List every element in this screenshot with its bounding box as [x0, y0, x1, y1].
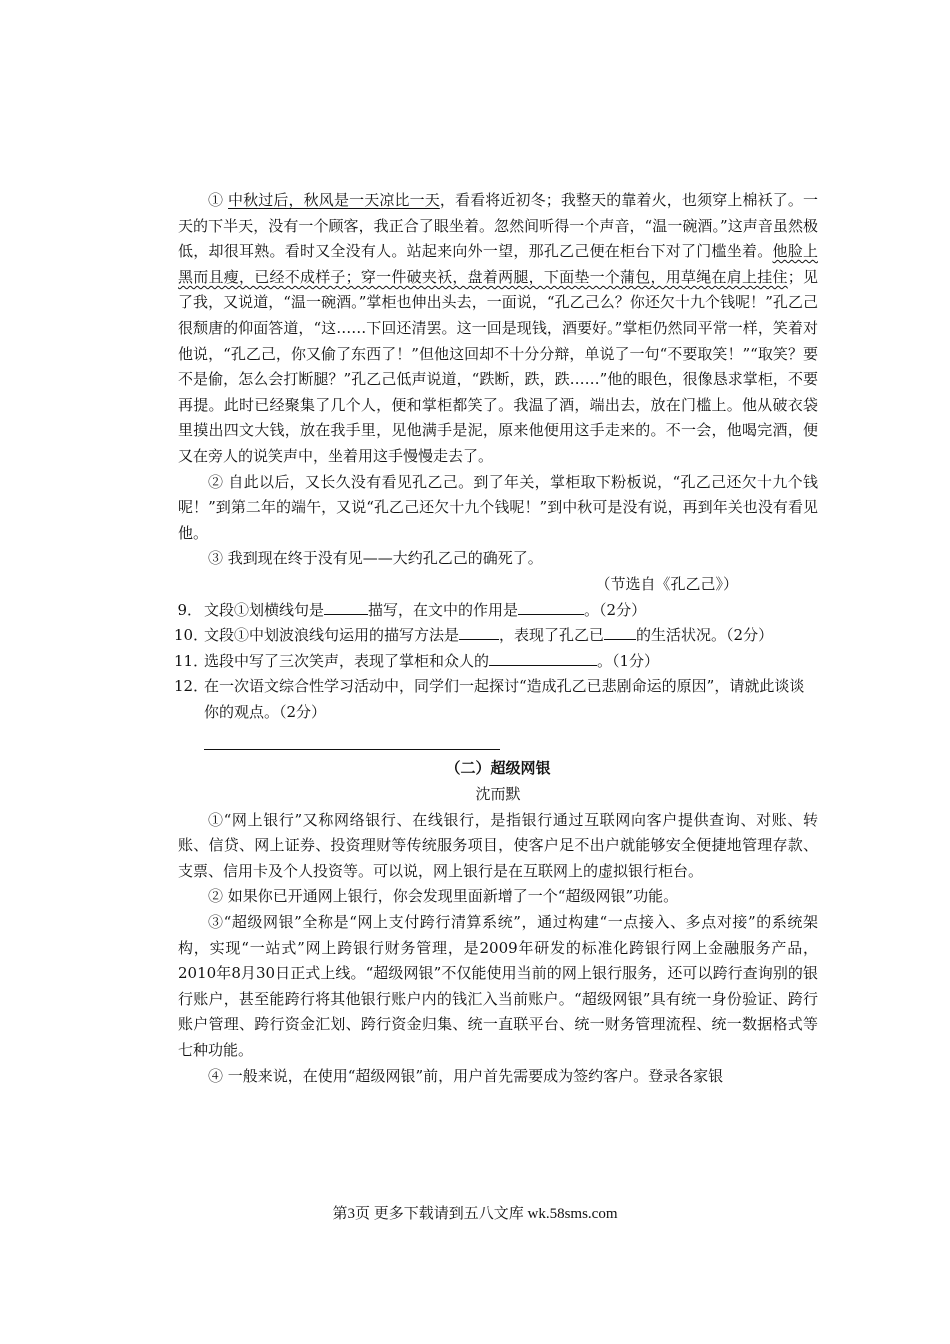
passage1-paragraph-2: ② 自此以后，又长久没有看见孔乙己。到了年关，掌柜取下粉板说，“孔乙己还欠十九个钱呢！”到第二年的端午，又说“孔乙己还欠十九个钱呢！”到中秋可是没有说，再到年关也没有看见他。 [178, 472, 818, 542]
question-10: 10． 文段①中划波浪线句运用的描写方法是 ，表现了孔乙已 的生活状况。（2分） [178, 623, 818, 649]
page-footer: 第3页 更多下载请到五八文库 wk.58sms.com [332, 1206, 618, 1222]
passage2-paragraph-3: ③“超级网银”全称是“网上支付跨行清算系统”，通过构建“一点接入、多点对接”的系统架构，实现“一站式”网上跨银行财务管理，是2009年研发的标准化跨银行网上金融服务产品，2010年8月30日正式上线。“超级网银”不仅能使用当前的网上银行服务，还可以跨行查询别的银行账户，甚至能跨行将其他银行账户内的钱汇入当前账户。“超级网银”具有统一身份验证、跨行账户管理、跨行资金汇划、跨行资金归集、统一直联平台、统一财务管理流程、统一数据格式等七种功能。 [178, 913, 818, 1059]
question-12: 12． 在一次语文综合性学习活动中，同学们一起探讨“造成孔乙已悲剧命运的原因”，请就此谈谈你的观点。（2分） [178, 674, 818, 725]
answer-blank[interactable] [489, 649, 597, 666]
question-number: 11． [174, 651, 209, 670]
question-9: 9． 文段①划横线句是 描写，在文中的作用是 。（2分） [178, 598, 818, 624]
question-number: 9． [177, 600, 202, 619]
underlined-sentence: 中秋过后，秋风是一天凉比一天 [228, 191, 440, 209]
passage1-paragraph-3: ③ 我到现在终于没有见——大约孔乙己的确死了。 [208, 549, 543, 568]
answer-blank[interactable] [324, 598, 368, 615]
answer-blank[interactable] [604, 623, 636, 640]
page-content [174, 188, 818, 1089]
section-title: （二）超级网银 [445, 759, 551, 778]
passage2-paragraph-2: ② 如果你已开通网上银行，你会发现里面新增了一个“超级网银”功能。 [208, 887, 679, 906]
passage2-paragraph-4: ④ 一般来说，在使用“超级网银”前，用户首先需要成为签约客户。登录各家银 [208, 1066, 724, 1085]
answer-line[interactable] [204, 749, 500, 750]
question-number: 12． [174, 677, 209, 696]
question-11: 11． 选段中写了三次笑声，表现了掌柜和众人的 。（1分） [178, 649, 818, 675]
wavy-underlined-sentence: 他脸上黑而且瘦，已经不成样子；穿一件破夹袄，盘着两腿，下面垫一个蒲包，用草绳在肩上挂住 [178, 242, 818, 286]
question-number: 10． [174, 626, 209, 645]
passage-source: （节选自《孔乙己》） [595, 574, 738, 593]
answer-blank[interactable] [518, 598, 584, 615]
answer-blank[interactable] [459, 623, 499, 640]
author: 沈而默 [475, 785, 521, 804]
passage1-paragraph-1: ① 中秋过后，秋风是一天凉比一天，看看将近初冬；我整天的靠着火，也须穿上棉袄了。一天的下半天，没有一个顾客，我正合了眼坐着。忽然间听得一个声音，“温一碗酒。”这声音虽然极低，却很耳熟。看时又全没有人。站起来向外一望，那孔乙己便在柜台下对了门槛坐着。他脸上黑而且瘦，已经不成样子；穿一件破夹袄，盘着两腿，下面垫一个蒲包，用草绳在肩上挂住；见了我，又说道，“温一碗酒。”掌柜也伸出头去，一面说，“孔乙己么？你还欠十九个钱呢！”孔乙己很颓唐的仰面答道，“这……下回还清罢。这一回是现钱，酒要好。”掌柜仍然同平常一样，笑着对他说，“孔乙己，你又偷了东西了！”但他这回却不十分分辩，单说了一句“不要取笑！”“取笑？要不是偷，怎么会打断腿？”孔乙己低声说道，“跌断，跌，跌……”他的眼色，很像恳求掌柜，不要再提。此时已经聚集了几个人，便和掌柜都笑了。我温了酒，端出去，放在门槛上。他从破衣袋里摸出四文大钱，放在我手里，见他满手是泥，原来他便用这手走来的。不一会，他喝完酒，便又在旁人的说笑声中，坐着用这手慢慢走去了。 [178, 191, 818, 465]
passage2-paragraph-1: ①“网上银行”又称网络银行、在线银行，是指银行通过互联网向客户提供查询、对账、转账、信贷、网上证券、投资理财等传统服务项目，使客户足不出户就能够安全便捷地管理存款、支票、信用卡及个人投资等。可以说，网上银行是在互联网上的虚拟银行柜台。 [178, 810, 818, 880]
